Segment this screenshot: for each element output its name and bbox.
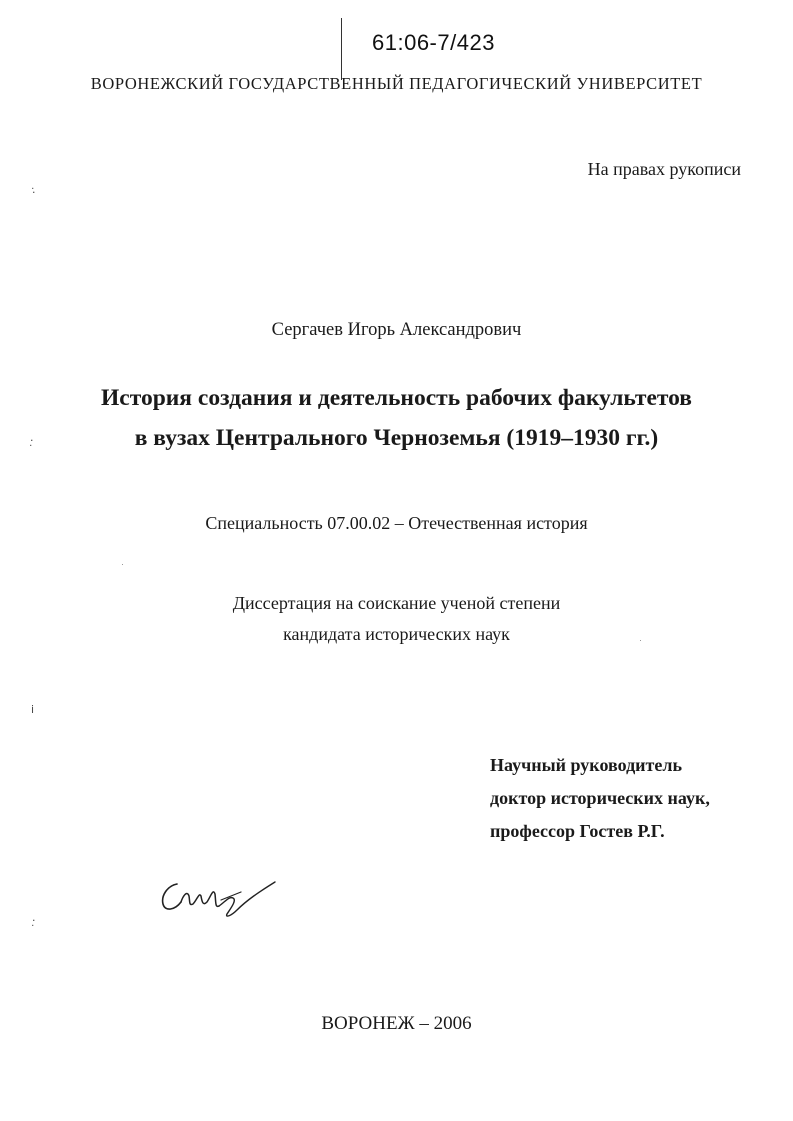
archive-stamp-code: 61:06-7/423: [372, 30, 495, 55]
author-name: Сергачев Игорь Александрович: [271, 320, 522, 340]
city-year: ВОРОНЕЖ – 2006: [321, 1013, 472, 1034]
specialty: Специальность 07.00.02 – Отечественная история: [205, 513, 588, 533]
scan-speck: [122, 564, 123, 565]
supervisor-degree: доктор исторических наук,: [490, 788, 710, 808]
university-name: ВОРОНЕЖСКИЙ ГОСУДАРСТВЕННЫЙ ПЕДАГОГИЧЕСКИЙ УНИВЕРСИТЕТ: [90, 74, 703, 93]
stamp-divider-line: [341, 18, 342, 80]
dissertation-degree-line-1: Диссертация на соискание ученой степени: [232, 593, 561, 613]
thesis-title-line-2: в вузах Центрального Черноземья (1919–1930 гг.): [134, 425, 659, 451]
scan-speck: ·̣: [30, 434, 34, 447]
handwritten-signature: [155, 862, 285, 922]
supervisor-name: профессор Гостев Р.Г.: [490, 821, 665, 841]
scan-speck: ·̣: [32, 914, 36, 927]
scan-speck: ·̇: [32, 186, 36, 199]
rights-note: На правах рукописи: [587, 159, 741, 179]
dissertation-degree-line-2: кандидата исторических наук: [283, 624, 510, 644]
scan-speck: [640, 640, 641, 641]
supervisor-heading: Научный руководитель: [490, 755, 682, 775]
scan-speck: ⅰ: [31, 703, 35, 716]
thesis-title-line-1: История создания и деятельность рабочих факультетов: [101, 385, 692, 411]
